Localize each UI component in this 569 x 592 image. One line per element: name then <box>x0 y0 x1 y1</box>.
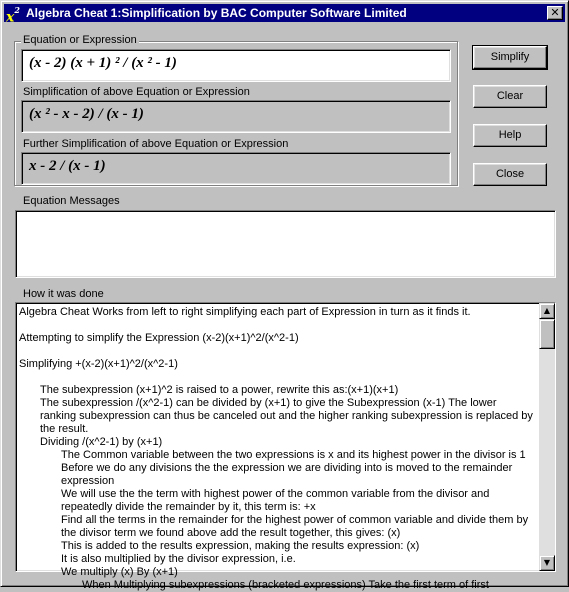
clear-button[interactable]: Clear <box>473 85 547 108</box>
equation-messages-box[interactable] <box>15 210 556 278</box>
further-simplification-value: x - 2 / (x - 1) <box>29 158 106 174</box>
close-button[interactable]: Close <box>473 163 547 186</box>
log-line: Algebra Cheat Works from left to right simplifying each part of Expression in turn as it finds it. <box>19 306 471 318</box>
equation-value: (x - 2) (x + 1) ² / (x ² - 1) <box>29 55 177 71</box>
scroll-down-arrow-icon[interactable]: ▼ <box>539 555 555 571</box>
title-bar[interactable] <box>4 4 565 26</box>
how-it-was-done-log[interactable] <box>15 302 556 591</box>
log-line: Simplifying +(x-2)(x+1)^2/(x^2-1) <box>19 358 178 370</box>
simplification-value: (x ² - x - 2) / (x - 1) <box>29 106 144 122</box>
window-title: Algebra Cheat 1:Simplification by BAC Computer Software Limited <box>26 6 407 20</box>
help-button[interactable]: Help <box>473 124 547 147</box>
how-it-was-done-label: How it was done <box>23 288 104 300</box>
log-line: Find all the terms in the remainder for the highest power of common variable and divide them by the divisor term we found above add the result together, this gives: (x) <box>61 514 529 539</box>
simplification-field <box>21 100 451 133</box>
scroll-up-arrow-icon[interactable]: ▲ <box>539 303 555 319</box>
further-simplification-field <box>21 152 451 185</box>
scroll-thumb[interactable] <box>539 319 555 349</box>
vertical-scrollbar[interactable] <box>539 303 555 571</box>
close-window-button[interactable]: ✕ <box>547 6 563 20</box>
simplification-label: Simplification of above Equation or Expression <box>23 86 250 98</box>
simplify-button[interactable]: Simplify <box>473 46 547 69</box>
log-line: We multiply (x) By (x+1) <box>61 566 178 578</box>
further-simplification-label: Further Simplification of above Equation or Expression <box>23 138 289 150</box>
log-line <box>19 319 534 332</box>
log-line <box>19 345 534 358</box>
log-line: This is added to the results expression, making the results expression: (x) <box>61 540 420 552</box>
log-line: It is also multiplied by the divisor expression, i.e. <box>61 553 296 565</box>
log-line <box>19 371 534 384</box>
log-line: The Common variable between the two expressions is x and its highest power in the divisor is 1 <box>61 449 526 461</box>
equation-messages-label: Equation Messages <box>23 195 120 207</box>
equation-label: Equation or Expression <box>23 34 137 46</box>
log-line: Before we do any divisions the the expression we are dividing into is moved to the remainder expression <box>61 462 513 487</box>
log-line: The subexpression /(x^2-1) can be divided by (x+1) to give the Subexpression (x-1) The lower ranking subexpression can thus be canceled out and the higher ranking subexpression is replaced by the result. <box>40 397 533 435</box>
app-icon: $x^2$ <box>6 5 20 26</box>
log-text <box>19 306 534 592</box>
log-line: Dividing /(x^2-1) by (x+1) <box>40 436 163 448</box>
log-line: We will use the the term with highest power of the common variable from the divisor and repeatedly divide the remainder by it, this term is: +x <box>61 488 490 513</box>
log-line: When Multiplying subexpressions (bracketed expressions) Take the first term of first <box>82 579 489 591</box>
log-line: Attempting to simplify the Expression (x-2)(x+1)^2/(x^2-1) <box>19 332 299 344</box>
log-line: The subexpression (x+1)^2 is raised to a power, rewrite this as:(x+1)(x+1) <box>40 384 399 396</box>
equation-input[interactable] <box>21 49 451 82</box>
